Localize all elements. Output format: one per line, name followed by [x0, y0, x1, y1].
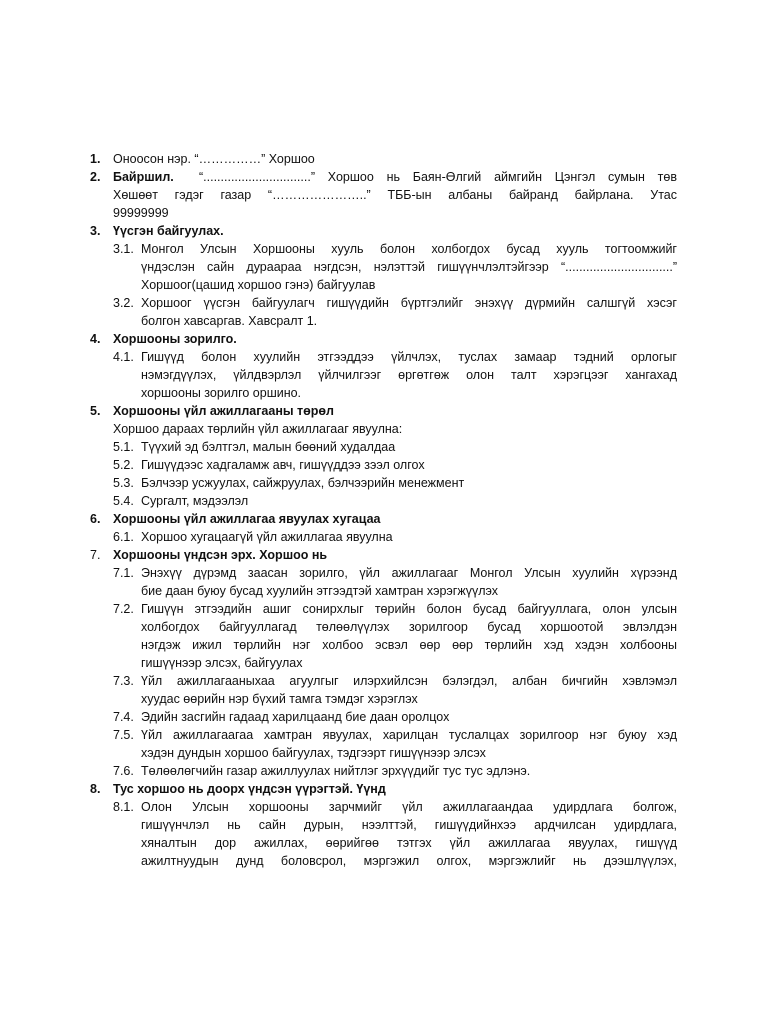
section-heading: Хоршооны зорилго. — [113, 332, 237, 346]
section-number: 2. — [90, 170, 101, 184]
item-number: 7.1. — [113, 566, 134, 580]
section-heading: Тус хоршоо нь доорх үндсэн үүрэгтэй. Үүнд — [113, 782, 386, 796]
section-number: 1. — [90, 152, 101, 166]
item-number: 8.1. — [113, 800, 134, 814]
item-text-line: Олон Улсын хоршооны зарчмийг үйл ажиллагаандаа удирдлага болгож, — [141, 800, 677, 814]
item-text-line: бие даан буюу бусад хуулийн этгээдтэй хамтран хэрэгжүүлэх — [141, 584, 498, 598]
section-number: 6. — [90, 512, 101, 526]
item-text-line: гишүүнээр элсэх, байгуулах — [141, 656, 303, 670]
item-number: 5.4. — [113, 494, 134, 508]
item-text: Гишүүдээс хадгаламж авч, гишүүддээ зээл олгох — [141, 458, 425, 472]
section-number: 3. — [90, 224, 101, 238]
section-number: 8. — [90, 782, 101, 796]
section-heading: Хоршооны үйл ажиллагааны төрөл — [113, 404, 334, 418]
section-text-line: 99999999 — [113, 206, 169, 220]
item-number: 3.1. — [113, 242, 134, 256]
item-text-line: гишүүнчлэл нь сайн дурын, нээлттэй, гишүүдийнхээ ардчилсан удирдлага, — [141, 818, 677, 832]
item-text-line: Хоршоог(цашид хоршоо гэнэ) байгуулав — [141, 278, 376, 292]
item-text-line: нэгдэж ижил төрлийн нэг холбоо эсвэл өөр өөр төрлийн хэд хэдэн холбооны — [141, 638, 677, 652]
item-text-line: болгон хавсаргав. Хавсралт 1. — [141, 314, 318, 328]
item-text-line: хуудас өөрийн нэр бүхий тамга тэмдэг хэрэглэх — [141, 692, 418, 706]
item-text-line: Энэхүү дүрэмд заасан зорилго, үйл ажиллагааг Монгол Улсын хуулийн хүрээнд — [141, 566, 677, 580]
section-heading: Хоршооны үйл ажиллагаа явуулах хугацаа — [113, 512, 381, 526]
item-text-line: ажилтнуудын дунд боловсрол, мэргэжил олгох, мэргэжлийг нь дээшлүүлэх, — [141, 854, 677, 868]
item-text: Эдийн засгийн гадаад харилцаанд бие даан оролцох — [141, 710, 450, 724]
item-text-line: хоршооны зорилго оршино. — [141, 386, 302, 400]
section-heading: Байршил. — [113, 170, 174, 184]
item-text-line: хэдэн дундын хоршоо байгуулах, тэдгээрт гишүүнээр элсэх — [141, 746, 486, 760]
section-text-line: Хөшөөт гэдэг газар “…………………..” ТББ-ын албаны байранд байрлана. Утас — [113, 188, 677, 202]
item-number: 5.2. — [113, 458, 134, 472]
item-number: 7.2. — [113, 602, 134, 616]
item-number: 7.6. — [113, 764, 134, 778]
section-intro: Хоршоо дараах төрлийн үйл ажиллагааг явуулна: — [113, 422, 403, 436]
item-number: 6.1. — [113, 530, 134, 544]
item-text-line: Гишүүд болон хуулийн этгээддээ үйлчлэх, туслах замаар тэдний орлогыг — [141, 350, 677, 364]
section-number: 5. — [90, 404, 101, 418]
section-number: 7. — [90, 548, 101, 562]
item-number: 5.3. — [113, 476, 134, 490]
item-number: 3.2. — [113, 296, 134, 310]
item-text: Хоршоо хугацаагүй үйл ажиллагаа явуулна — [141, 530, 393, 544]
section-text: Оноосон нэр. “……………” Хоршоо — [113, 152, 315, 166]
item-number: 7.4. — [113, 710, 134, 724]
item-text-line: Үйл ажиллагаагаа хамтран явуулах, харилцан туслалцах зорилгоор нэг буюу хэд — [141, 728, 677, 742]
section-text-line: “...............................” Хоршоо нь Баян-Өлгий аймгийн Цэнгэл сумын төв — [199, 170, 677, 184]
section-number: 4. — [90, 332, 101, 346]
item-text-line: Монгол Улсын Хоршооны хууль болон холбогдох бусад хууль тогтоомжийг — [141, 242, 677, 256]
item-text-line: Гишүүн этгээдийн ашиг сонирхлыг төрийн болон бусад байгууллага, олон улсын — [141, 602, 677, 616]
item-text-line: Хоршоог үүсгэн байгуулагч гишүүдийн бүртгэлийг энэхүү дүрмийн салшгүй хэсэг — [141, 296, 677, 310]
item-number: 7.5. — [113, 728, 134, 742]
item-number: 7.3. — [113, 674, 134, 688]
item-number: 4.1. — [113, 350, 134, 364]
item-text-line: үндэслэн сайн дураараа нэгдсэн, нэлэттэй гишүүнчлэлтэйгээр “...............................” — [141, 260, 677, 274]
item-text: Төлөөлөгчийн газар ажиллуулах нийтлэг эрхүүдийг тус тус эдлэнэ. — [141, 764, 531, 778]
item-text-line: нэмэгдүүлэх, үйлдвэрлэл үйлчилгээг өргөтгөж олон талт хэрэгцээг хангахад — [141, 368, 677, 382]
item-text-line: холбогдох байгууллагад төлөөлүүлэх зорилгоор бусад хоршоотой эвлэлдэн — [141, 620, 677, 634]
item-text-line: Үйл ажиллагааныхаа агуулгыг илэрхийлсэн бэлэгдэл, албан бичгийн хэвлэмэл — [141, 674, 677, 688]
section-heading: Үүсгэн байгуулах. — [113, 224, 224, 238]
item-number: 5.1. — [113, 440, 134, 454]
section-heading: Хоршооны үндсэн эрх. Хоршоо нь — [113, 548, 328, 562]
item-text: Сургалт, мэдээлэл — [141, 494, 249, 508]
item-text-line: хяналтын дор ажиллах, өөрийгөө тэтгэх үйл ажиллагаа явуулах, гишүүд — [141, 836, 677, 850]
item-text: Бэлчээр усжуулах, сайжруулах, бэлчээрийн менежмент — [141, 476, 465, 490]
item-text: Түүхий эд бэлтгэл, малын бөөний худалдаа — [141, 440, 396, 454]
